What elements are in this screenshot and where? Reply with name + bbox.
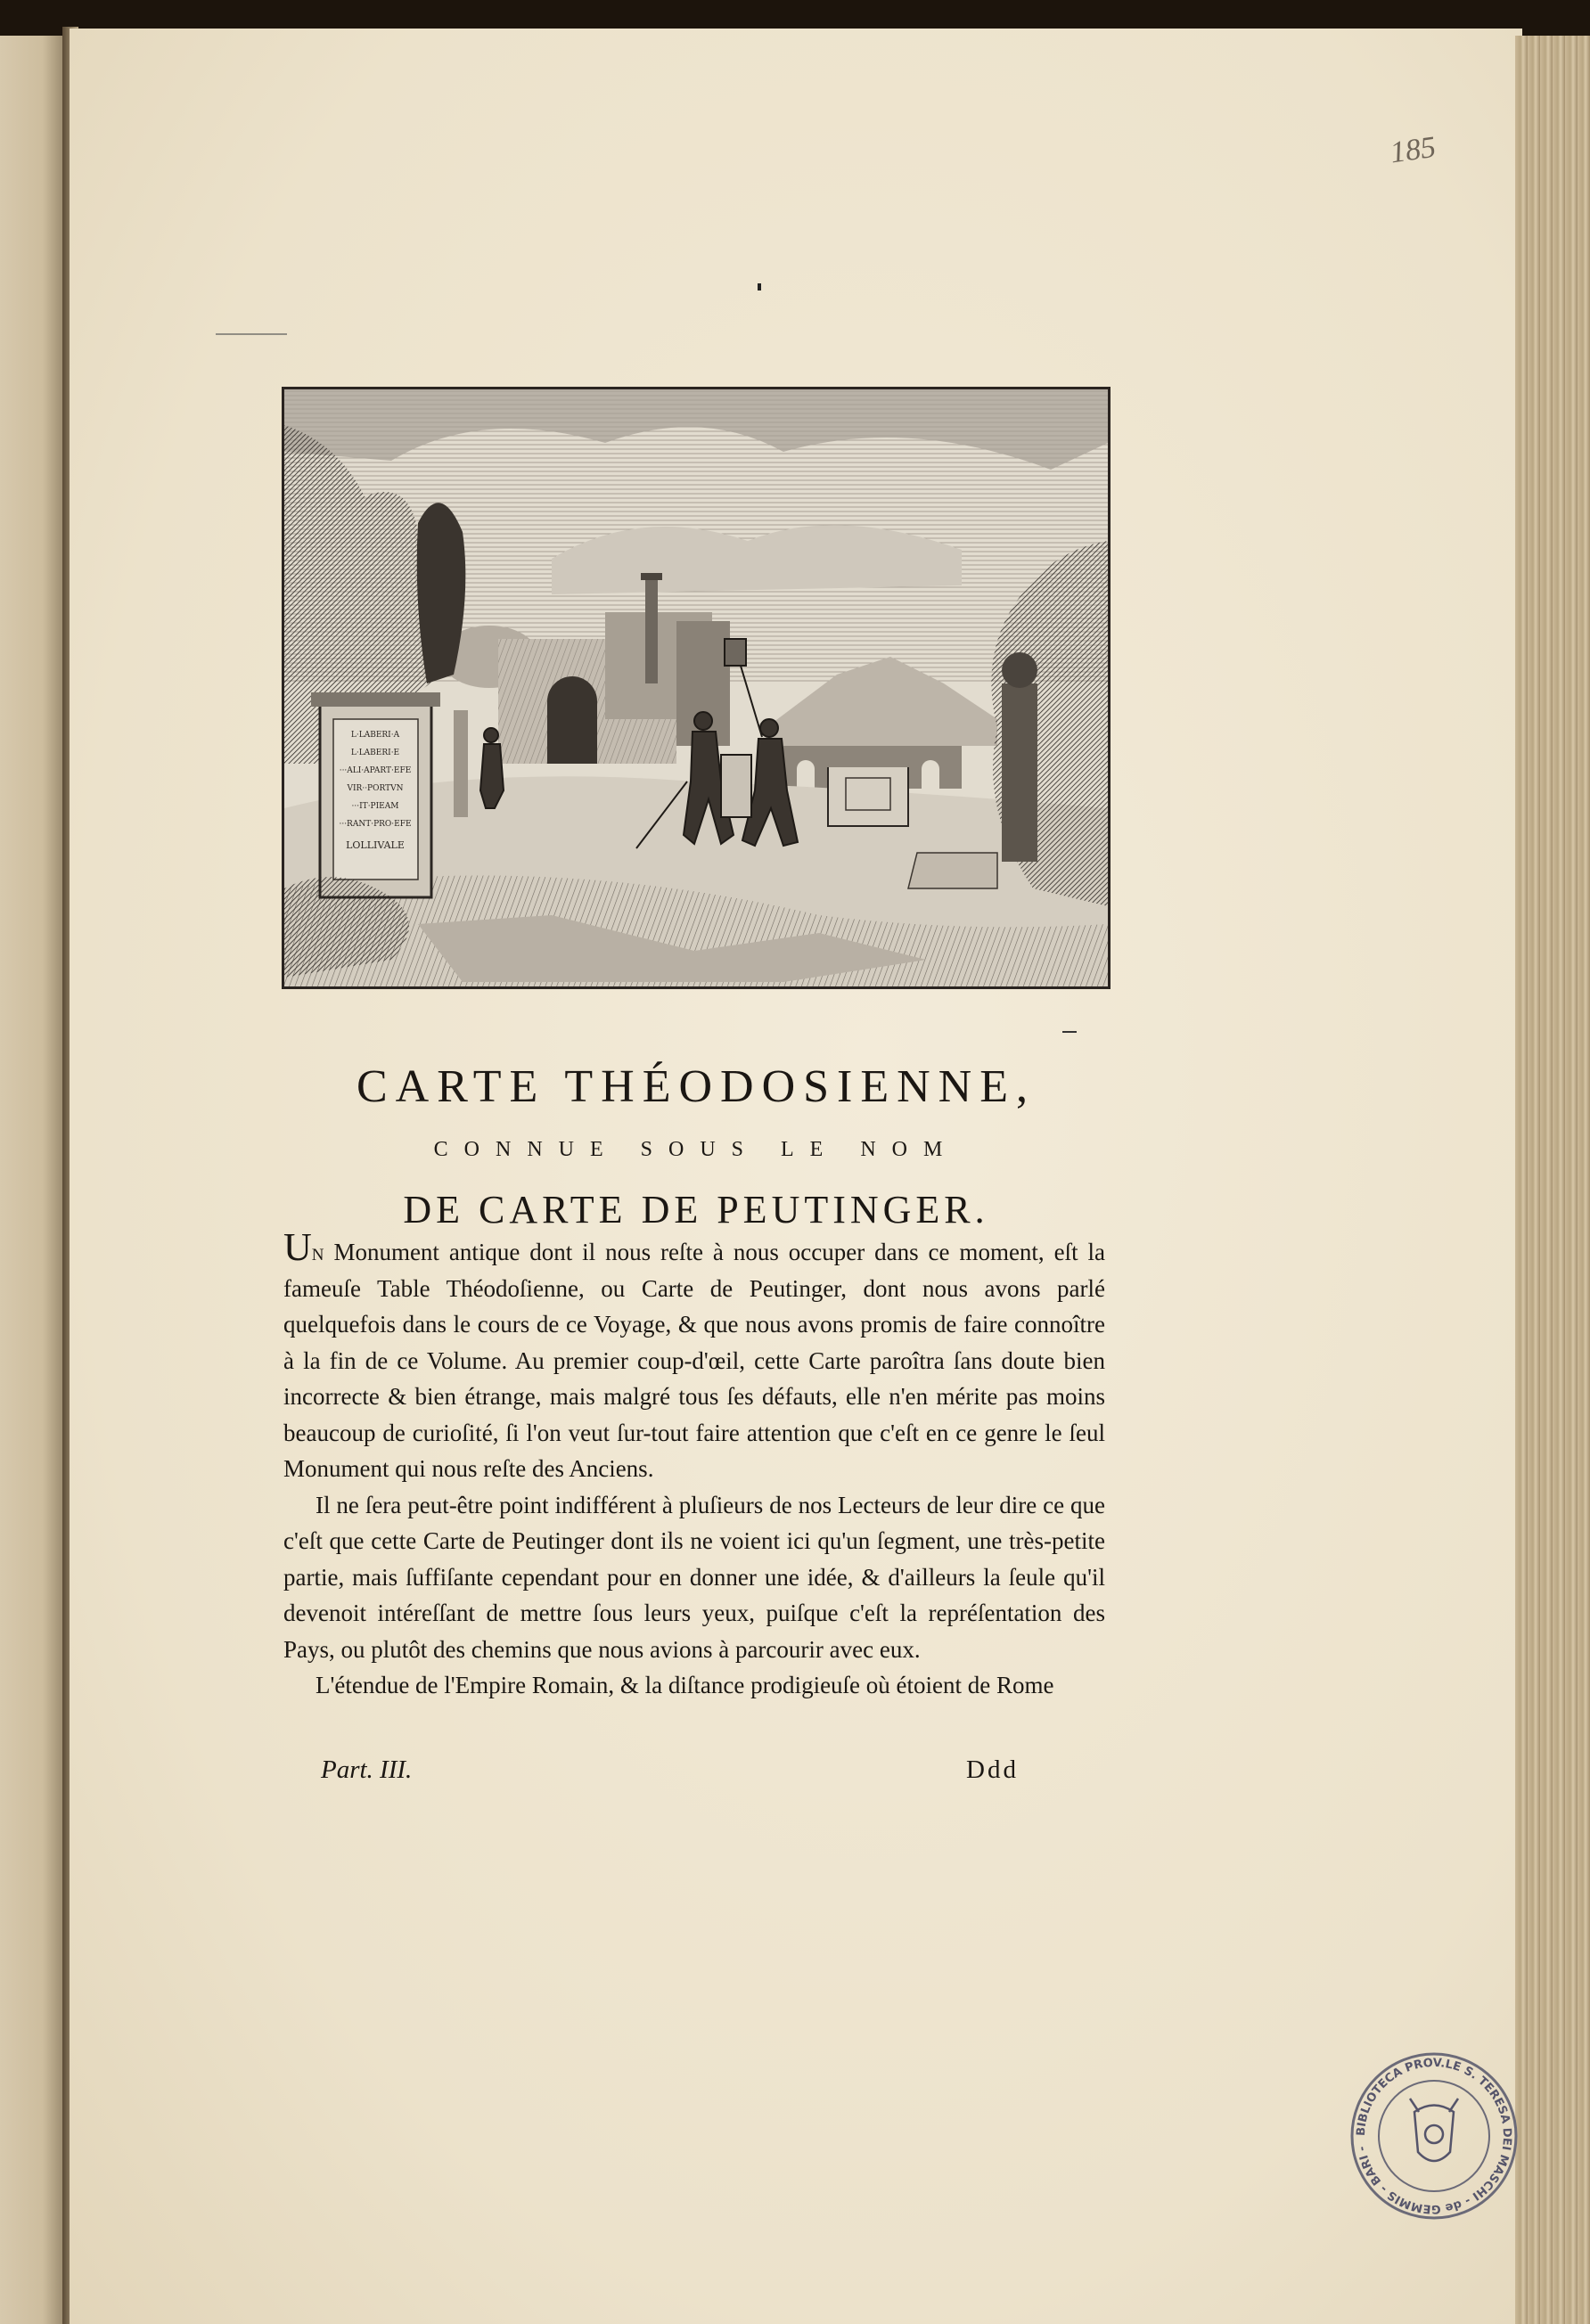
- stele-line-7: LOLLIVALE: [346, 839, 405, 851]
- page-fore-edges: [1515, 36, 1590, 2324]
- engraving-illustration: [282, 387, 1111, 989]
- stele-line-2: L·LABERI·E: [350, 749, 400, 757]
- plate-mark: [1062, 1031, 1077, 1033]
- engraving-scene: [284, 389, 1108, 986]
- main-title: CARTE THÉODOSIENNE,: [357, 1061, 1036, 1112]
- signature-mark: Ddd: [966, 1755, 1019, 1784]
- stele-line-6: ···RANT·PRO·EFE: [339, 820, 412, 829]
- small-caps-letter: n: [311, 1239, 324, 1265]
- library-stamp: [1348, 2050, 1520, 2222]
- paragraph-1: [283, 1225, 1105, 1487]
- title-block: [282, 1052, 1111, 1239]
- drop-cap: U: [283, 1225, 312, 1269]
- pillar: [454, 710, 468, 817]
- subtitle: CONNUE SOUS LE NOM: [433, 1138, 959, 1161]
- stele-line-3: ···ALI·APART·EFE: [339, 766, 412, 775]
- coat-of-arms-icon: [1410, 2099, 1458, 2161]
- inscribed-stele: [311, 692, 440, 897]
- paragraph-1-text: Monument antique dont il nous reſte à nous occuper dans ce moment, eſt la fameuſe Table Théodoſienne, ou Carte de Peutinger, dont nous avons parlé quelquefois dans le cours de ce Voyage, & que nous avons promis de faire connoître à la fin de ce Volume. Au premier coup-d'œil, cette Carte paroîtra ſans doute bien incorrecte & bien étrange, mais malgré tous ſes défauts, elle n'en mérite pas moins beaucoup de curioſité, ſi l'on veut ſur-tout faire attention que c'eſt en ce genre le ſeul Monument qui nous reſte des Anciens.: [283, 1239, 1105, 1482]
- part-label: Part. III.: [321, 1755, 413, 1784]
- folio-number: 185: [1388, 130, 1438, 170]
- paragraph-2: Il ne ſera peut-être point indifférent à pluſieurs de nos Lecteurs de leur dire ce que c'eſt que cette Carte de Peutinger dont ils ne voient ici qu'un ſegment, une très-petite partie, mais ſuffiſante cependant pour en donner une idée, & d'ailleurs la ſeule qu'il devenoit intéreſſant de mettre ſous leurs yeux, puiſque c'eſt la repréſentation des Pays, ou plutôt des chemins que nous avions à parcourir avec eux.: [283, 1491, 1105, 1663]
- sarcophagus: [819, 757, 917, 826]
- ink-mark: [216, 333, 287, 335]
- stele-line-5: ···IT·PIEAM: [351, 802, 399, 811]
- paragraph-3: L'étendue de l'Empire Romain, & la diſtance prodigieuſe où étoient de Rome: [316, 1672, 1054, 1698]
- secondary-title: DE CARTE DE PEUTINGER.: [403, 1188, 989, 1232]
- ink-dot: [758, 283, 761, 290]
- stone-steps: [908, 853, 997, 888]
- stele-line-1: L·LABERI·A: [350, 731, 400, 740]
- stele-line-4: VIR··PORTVN: [347, 784, 404, 793]
- stamp-text: BIBLIOTECA PROV.LE S. TERESA DEI MASCHI - de GEMMIS - BARI -: [1354, 2056, 1514, 2216]
- body-text: [283, 1225, 1105, 1704]
- stamp-seal: [1348, 2050, 1520, 2222]
- left-page-edge: [0, 36, 71, 2324]
